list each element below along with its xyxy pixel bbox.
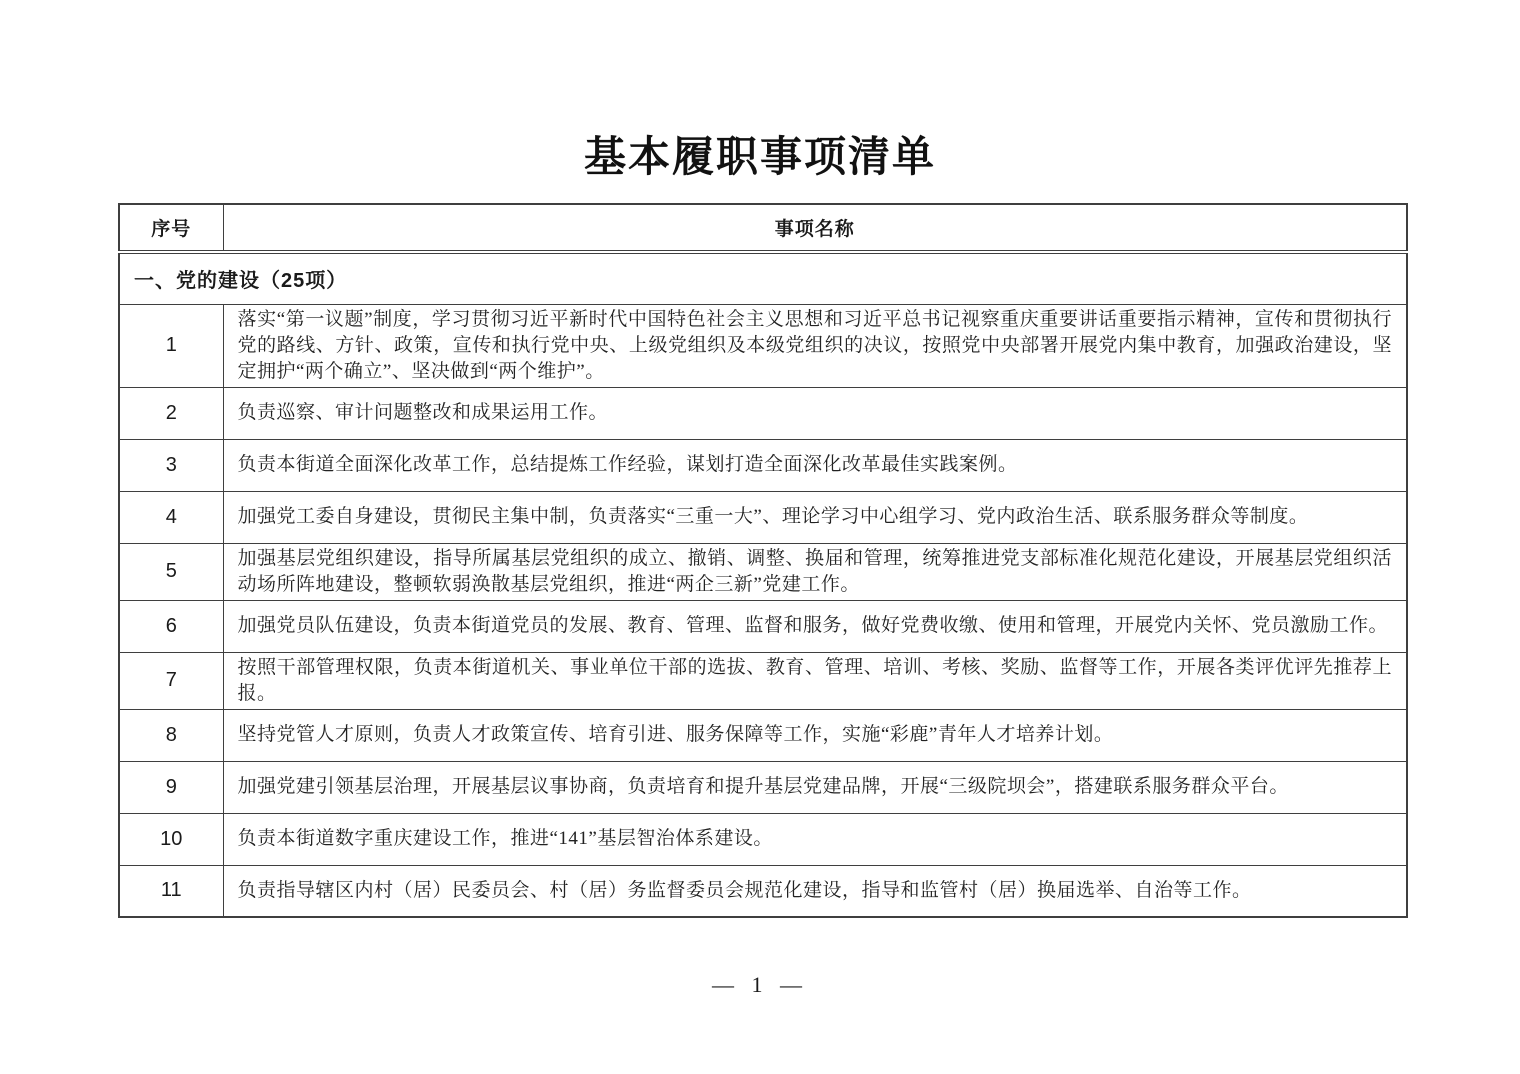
row-serial: 2 — [119, 387, 223, 439]
table-row — [119, 543, 1407, 600]
table-row — [119, 652, 1407, 709]
table-row — [119, 387, 1407, 439]
page-number: — 1 — — [712, 972, 808, 997]
row-serial: 7 — [119, 652, 223, 709]
table-row — [119, 304, 1407, 387]
row-item-text: 加强党建引领基层治理，开展基层议事协商，负责培育和提升基层党建品牌，开展“三级院坝会”，搭建联系服务群众平台。 — [223, 761, 1407, 813]
row-item-text: 负责本街道全面深化改革工作，总结提炼工作经验，谋划打造全面深化改革最佳实践案例。 — [223, 439, 1407, 491]
section-title: 一、党的建设（25项） — [119, 252, 1407, 304]
duty-items-table — [118, 203, 1408, 918]
row-serial: 9 — [119, 761, 223, 813]
document-title: 基本履职事项清单 — [583, 135, 936, 181]
table-row — [119, 600, 1407, 652]
row-serial: 4 — [119, 491, 223, 543]
table-row — [119, 761, 1407, 813]
row-serial: 10 — [119, 813, 223, 865]
row-item-text: 负责指导辖区内村（居）民委员会、村（居）务监督委员会规范化建设，指导和监管村（居）换届选举、自治等工作。 — [223, 865, 1407, 917]
row-serial: 1 — [119, 304, 223, 387]
row-item-text: 加强党员队伍建设，负责本街道党员的发展、教育、管理、监督和服务，做好党费收缴、使用和管理，开展党内关怀、党员激励工作。 — [223, 600, 1407, 652]
row-item-text: 按照干部管理权限，负责本街道机关、事业单位干部的选拔、教育、管理、培训、考核、奖励、监督等工作，开展各类评优评先推荐上报。 — [223, 652, 1407, 709]
row-serial: 5 — [119, 543, 223, 600]
column-header-serial: 序号 — [119, 204, 223, 252]
row-item-text: 负责本街道数字重庆建设工作，推进“141”基层智治体系建设。 — [223, 813, 1407, 865]
table-row — [119, 709, 1407, 761]
row-serial: 11 — [119, 865, 223, 917]
row-serial: 3 — [119, 439, 223, 491]
row-item-text: 负责巡察、审计问题整改和成果运用工作。 — [223, 387, 1407, 439]
row-item-text: 加强党工委自身建设，贯彻民主集中制，负责落实“三重一大”、理论学习中心组学习、党内政治生活、联系服务群众等制度。 — [223, 491, 1407, 543]
table-row — [119, 813, 1407, 865]
row-item-text: 落实“第一议题”制度，学习贯彻习近平新时代中国特色社会主义思想和习近平总书记视察重庆重要讲话重要指示精神，宣传和贯彻执行党的路线、方针、政策，宣传和执行党中央、上级党组织及本级党组织的决议，按照党中央部署开展党内集中教育，加强政治建设，坚定拥护“两个确立”、坚决做到“两个维护”。 — [223, 304, 1407, 387]
row-item-text: 坚持党管人才原则，负责人才政策宣传、培育引进、服务保障等工作，实施“彩鹿”青年人才培养计划。 — [223, 709, 1407, 761]
table-row — [119, 865, 1407, 917]
table-row — [119, 439, 1407, 491]
row-serial: 8 — [119, 709, 223, 761]
section-header-row — [119, 252, 1407, 304]
row-item-text: 加强基层党组织建设，指导所属基层党组织的成立、撤销、调整、换届和管理，统筹推进党支部标准化规范化建设，开展基层党组织活动场所阵地建设，整顿软弱涣散基层党组织，推进“两企三新”党建工作。 — [223, 543, 1407, 600]
table-row — [119, 491, 1407, 543]
column-header-item-name: 事项名称 — [223, 204, 1407, 252]
row-serial: 6 — [119, 600, 223, 652]
table-header-row — [119, 204, 1407, 252]
